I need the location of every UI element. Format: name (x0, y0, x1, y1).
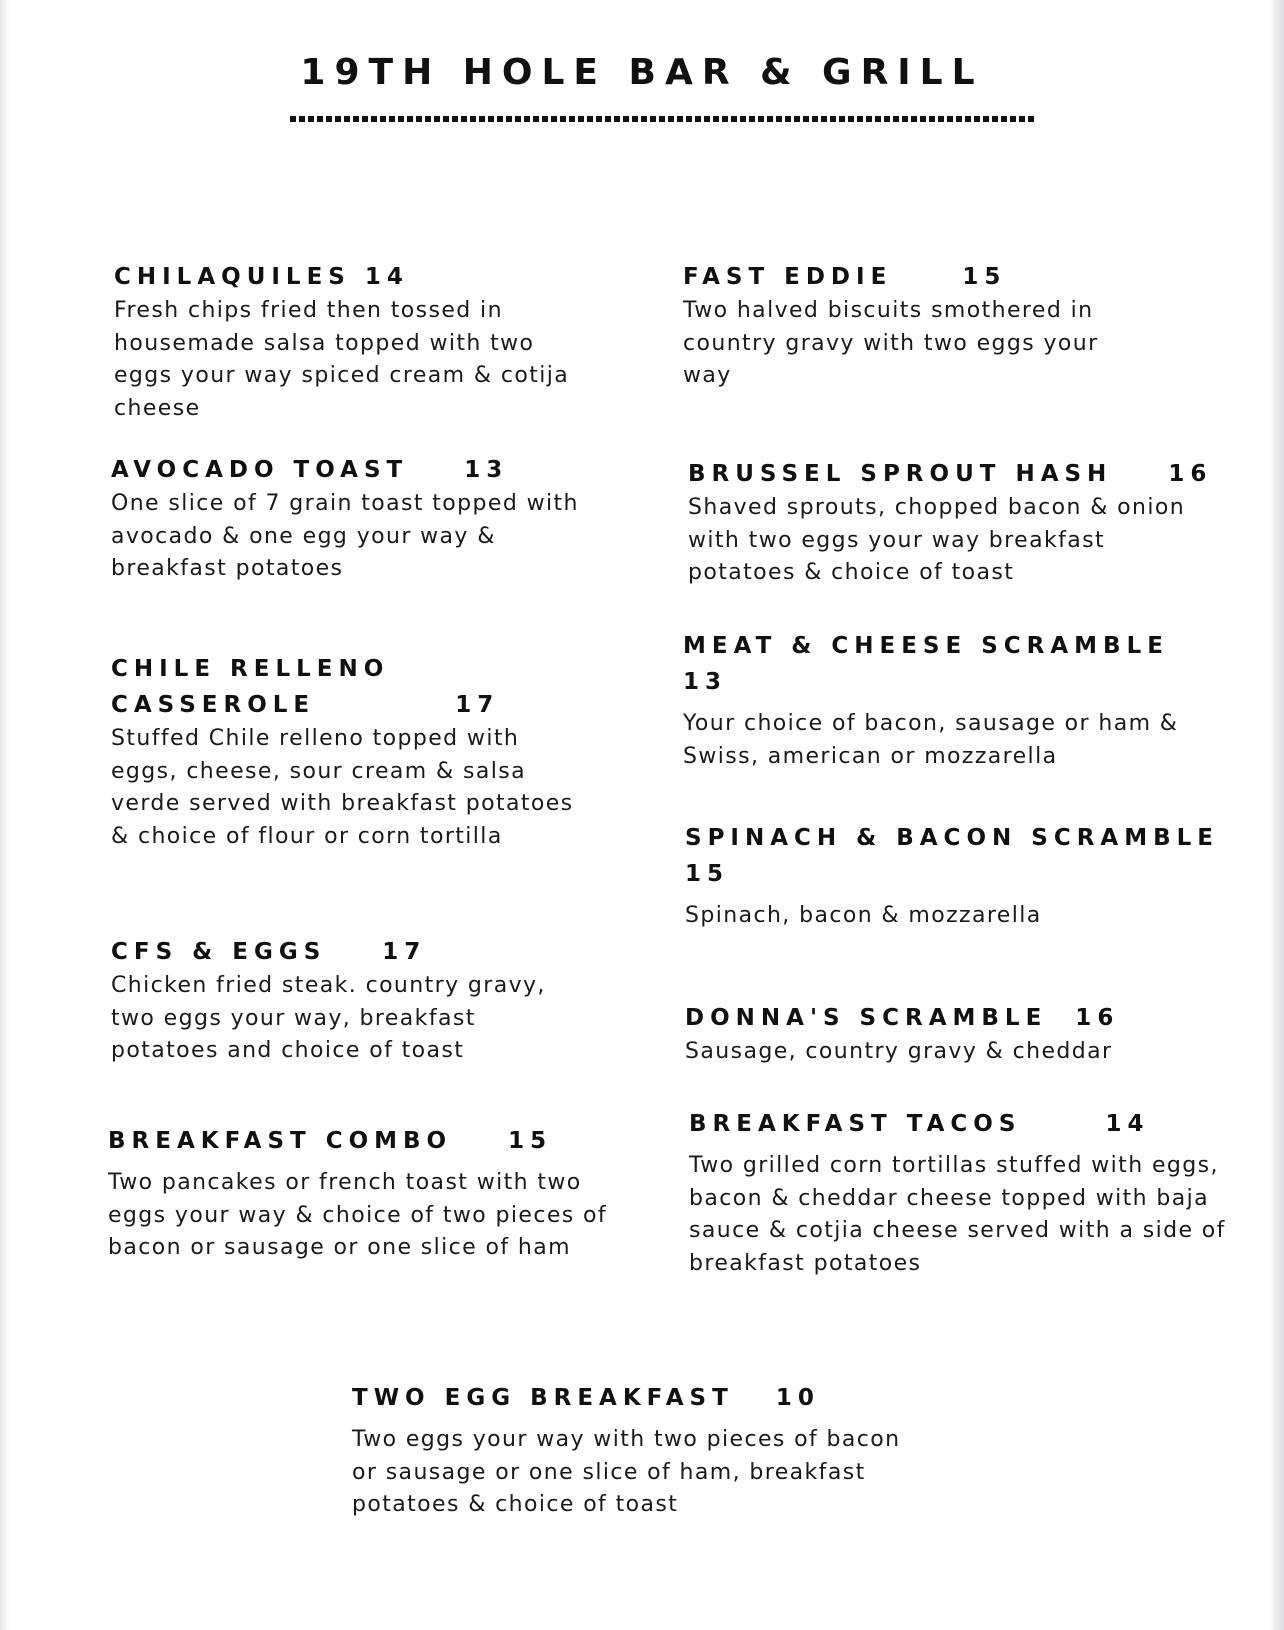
item-name: FAST EDDIE 15 (683, 264, 1007, 290)
item-description: Spinach, bacon & mozzarella (685, 903, 1042, 928)
item-description: Your choice of bacon, sausage or ham & Swiss, american or mozzarella (683, 711, 1179, 769)
title-dotted-rule (290, 116, 1035, 122)
item-name: MEAT & CHEESE SCRAMBLE 13 (683, 633, 1183, 695)
item-description: One slice of 7 grain toast topped with avocado & one egg your way & breakfast potatoes (111, 491, 579, 581)
item-name: AVOCADO TOAST 13 (111, 457, 509, 483)
menu-item-breakfast-tacos (689, 1106, 1249, 1280)
menu-item-donnas-scramble (685, 1000, 1225, 1069)
item-description: Sausage, country gravy & cheddar (685, 1039, 1113, 1064)
menu-item-avocado-toast (111, 452, 581, 586)
menu-item-brussel-sprout-hash (688, 456, 1213, 590)
item-description: Fresh chips fried then tossed in housemade salsa topped with two eggs your way spiced cream & cotija cheese (114, 298, 570, 421)
item-name: CHILE RELLENO CASSEROLE 17 (111, 656, 500, 718)
item-name: CFS & EGGS 17 (111, 939, 427, 965)
menu-item-chilaquiles (114, 259, 594, 425)
menu-title: 19TH HOLE BAR & GRILL (300, 52, 984, 93)
menu-item-breakfast-combo (108, 1123, 618, 1265)
menu-item-spinach-bacon-scramble (685, 820, 1240, 933)
item-name: DONNA'S SCRAMBLE 16 (685, 1005, 1120, 1031)
item-name: TWO EGG BREAKFAST 10 (352, 1385, 820, 1411)
item-name: BREAKFAST COMBO 15 (108, 1128, 553, 1154)
page-edge-left (0, 0, 10, 1630)
menu-item-fast-eddie (683, 259, 1133, 393)
item-description: Two pancakes or french toast with two eggs your way & choice of two pieces of bacon or sausage or one slice of ham (108, 1170, 608, 1260)
item-name: BRUSSEL SPROUT HASH 16 (688, 461, 1213, 487)
item-name: SPINACH & BACON SCRAMBLE 15 (685, 825, 1234, 887)
item-description: Two halved biscuits smothered in country gravy with two eggs your way (683, 298, 1099, 388)
item-name: BREAKFAST TACOS 14 (689, 1111, 1150, 1137)
item-description: Chicken fried steak. country gravy, two eggs your way, breakfast potatoes and choice of toast (111, 973, 546, 1063)
item-description: Two grilled corn tortillas stuffed with eggs, bacon & cheddar cheese topped with baja sauce & cotjia cheese served with a side of breakfast potatoes (689, 1153, 1226, 1276)
menu-item-meat-cheese-scramble (683, 628, 1183, 773)
menu-item-cfs-and-eggs (111, 934, 591, 1068)
menu-item-chile-relleno-casserole (111, 651, 581, 853)
menu-item-two-egg-breakfast (352, 1380, 932, 1522)
item-description: Stuffed Chile relleno topped with eggs, cheese, sour cream & salsa verde served with breakfast potatoes & choice of flour or corn tortilla (111, 726, 574, 849)
item-description: Two eggs your way with two pieces of bacon or sausage or one slice of ham, breakfast potatoes & choice of toast (352, 1427, 901, 1517)
item-name: CHILAQUILES 14 (114, 264, 409, 290)
page-edge-right (1270, 0, 1284, 1630)
item-description: Shaved sprouts, chopped bacon & onion with two eggs your way breakfast potatoes & choice of toast (688, 495, 1186, 585)
